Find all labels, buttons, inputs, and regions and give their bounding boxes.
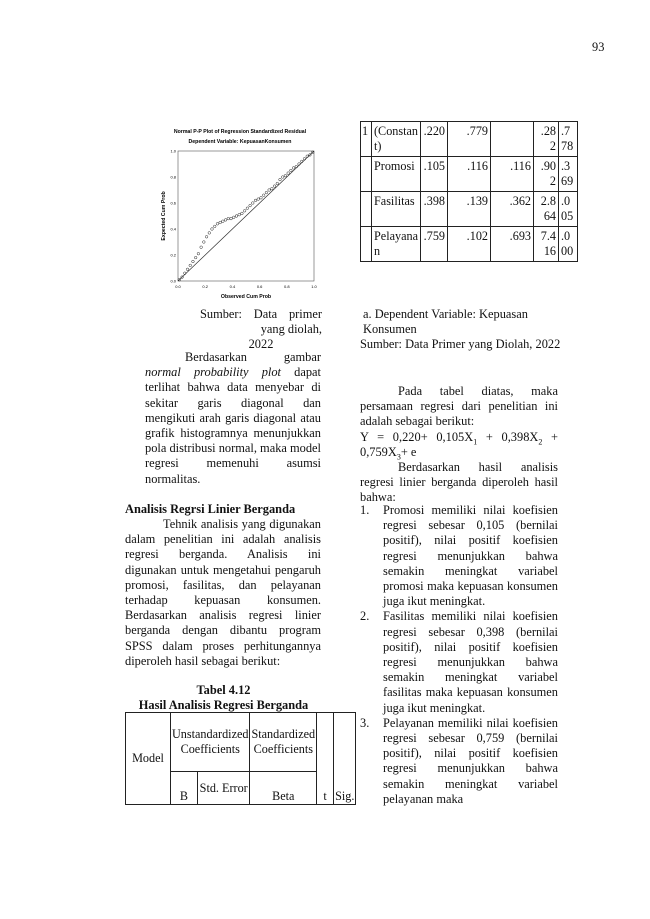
equation-part-2: + 0,398X <box>477 430 539 444</box>
cell-sig: .005 <box>559 192 578 227</box>
equation-part-3: + 0,759X <box>360 430 558 460</box>
table-row <box>361 122 578 157</box>
cell-std-error: .139 <box>448 192 491 227</box>
header-beta: Beta <box>250 772 317 805</box>
x-tick-label: 0.4 <box>229 284 236 289</box>
chart-subtitle: Dependent Variable: KepuasanKonsumen <box>188 139 292 145</box>
header-model: Model <box>126 713 171 805</box>
cell-beta: .362 <box>491 192 534 227</box>
cell-beta <box>491 122 534 157</box>
y-tick-label: 0.8 <box>170 174 176 180</box>
table-dependent-note: a. Dependent Variable: Kepuasan Konsumen <box>363 307 528 337</box>
list-item <box>360 716 558 807</box>
cell-beta: .693 <box>491 227 534 262</box>
table-row <box>361 192 578 227</box>
cell-sig: .369 <box>559 157 578 192</box>
cell-b: .398 <box>421 192 448 227</box>
cell-variable: Fasilitas <box>372 192 421 227</box>
x-tick-label: 1.0 <box>311 284 317 289</box>
cell-t: 7.416 <box>534 227 559 262</box>
cell-b: .759 <box>421 227 448 262</box>
cell-variable: (Constant) <box>372 122 421 157</box>
cell-model: 1 <box>361 122 372 157</box>
section-heading: Analisis Regrsi Linier Berganda <box>125 502 296 516</box>
table-caption <box>125 683 322 713</box>
list-item-text: Promosi memiliki nilai koefisien regresi sebesar 0,105 (bernilai positif), nilai positif koefisien regresi menunjukkan bahwa semakin meningkat variabel promosi maka kepuasan konsumen juga ikut meningkat. <box>383 503 558 609</box>
cell-t: .282 <box>534 122 559 157</box>
equation-sub-1: 1 <box>473 437 478 447</box>
cell-sig: .778 <box>559 122 578 157</box>
page-number: 93 <box>592 40 605 54</box>
paragraph-results-intro <box>360 460 558 506</box>
cell-t: .902 <box>534 157 559 192</box>
figure-source-line2: 2022 <box>248 337 274 352</box>
y-tick-label: 1.0 <box>170 148 176 154</box>
y-tick-label: 0.0 <box>170 278 176 284</box>
pp-plot-chart <box>160 126 320 306</box>
regression-table-body <box>360 121 578 262</box>
cell-std-error: .116 <box>448 157 491 192</box>
cell-variable: Pelayanan <box>372 227 421 262</box>
x-tick-label: 0.2 <box>202 284 208 289</box>
cell-t: 2.864 <box>534 192 559 227</box>
paragraph-equation-intro-text: Pada tabel diatas, maka persamaan regresi dari penelitian ini adalah sebagai berikut: <box>360 384 558 429</box>
table-caption-title: Hasil Analisis Regresi Berganda <box>138 698 309 713</box>
pp-plot-figure <box>160 126 320 306</box>
equation-part-1: Y = 0,220+ 0,105X <box>360 430 474 444</box>
paragraph-results-intro-text: Berdasarkan hasil analisis regresi linier berganda diperoleh hasil bahwa: <box>360 460 558 505</box>
y-tick-label: 0.2 <box>170 252 176 258</box>
paragraph-normality <box>145 350 321 487</box>
table-row <box>361 227 578 262</box>
chart-title: Normal P-P Plot of Regression Standardized Residual <box>173 129 307 135</box>
x-tick-label: 0.0 <box>175 284 181 289</box>
paragraph-normality-term: normal probability plot <box>145 365 281 380</box>
table-footnote <box>360 307 565 353</box>
paragraph-equation-intro <box>360 384 558 430</box>
list-item-number: 3. <box>360 715 370 730</box>
table-row <box>361 157 578 192</box>
list-item <box>360 503 558 609</box>
x-axis-label: Observed Cum Prob <box>220 294 272 300</box>
equation-sub-3: 3 <box>396 452 401 462</box>
cell-b: .220 <box>421 122 448 157</box>
header-b: B <box>171 772 198 805</box>
figure-source <box>200 307 322 353</box>
y-tick-label: 0.4 <box>170 226 176 232</box>
list-item <box>360 609 558 715</box>
paragraph-regression-intro <box>125 517 321 669</box>
x-tick-label: 0.6 <box>256 284 263 289</box>
table-caption-number: Tabel 4.12 <box>196 683 251 697</box>
regression-equation <box>360 430 558 460</box>
header-sig: Sig. <box>334 713 356 805</box>
y-tick-label: 0.6 <box>170 200 176 206</box>
y-axis-label: Expected Cum Prob <box>161 191 167 241</box>
paragraph-normality-rest: dapat terlihat bahwa data menyebar di sekitar garis diagonal dan mengikuti arah garis diagonal atau grafik histogramnya menunjukkan pola distribusi normal, maka model regresi memenuhi asumsi normalitas. <box>145 365 321 486</box>
equation-part-4: + e <box>400 445 417 460</box>
cell-model <box>361 192 372 227</box>
x-tick-label: 0.8 <box>284 284 290 289</box>
cell-variable: Promosi <box>372 157 421 192</box>
list-item-text: Pelayanan memiliki nilai koefisien regresi sebesar 0,759 (bernilai positif), nilai positif koefisien regresi menunjukkan bahwa semakin meningkat variabel pelayanan maka <box>383 715 558 806</box>
cell-b: .105 <box>421 157 448 192</box>
header-standardized: Standardized Coefficients <box>250 713 317 772</box>
list-item-number: 2. <box>360 609 370 624</box>
cell-std-error: .102 <box>448 227 491 262</box>
cell-sig: .000 <box>559 227 578 262</box>
regression-table-header <box>125 712 356 805</box>
paragraph-normality-start: Berdasarkan gambar <box>185 350 321 364</box>
cell-model <box>361 157 372 192</box>
paragraph-regression-intro-text: Tehnik analisis yang digunakan dalam penelitian ini adalah analisis regresi berganda. Analisis ini digunakan untuk mengetahui pengaruh promosi, fasilitas, dan pelayanan terhadap kepuasan konsumen. Berdasarkan analisis regresi linier berganda dengan dibantu program SPSS dalam proses perhitungannya diperoleh hasil sebagai berikut: <box>125 517 321 668</box>
results-list <box>360 503 558 807</box>
header-unstandardized: Unstandardized Coefficients <box>171 713 250 772</box>
figure-source-line1: Sumber: Data primer yang diolah, <box>200 307 322 337</box>
cell-beta: .116 <box>491 157 534 192</box>
list-item-number: 1. <box>360 503 370 517</box>
cell-model <box>361 227 372 262</box>
header-t: t <box>317 713 334 805</box>
list-item-text: Fasilitas memiliki nilai koefisien regresi sebesar 0,398 (bernilai positif), nilai positif koefisien regresi menunjukkan bahwa semakin meningkat variabel fasilitas maka kepuasan konsumen juga ikut meningkat. <box>383 609 558 715</box>
header-std-error: Std. Error <box>197 772 250 805</box>
cell-std-error: .779 <box>448 122 491 157</box>
table-source: Sumber: Data Primer yang Diolah, 2022 <box>360 337 561 352</box>
equation-sub-2: 2 <box>538 437 543 447</box>
